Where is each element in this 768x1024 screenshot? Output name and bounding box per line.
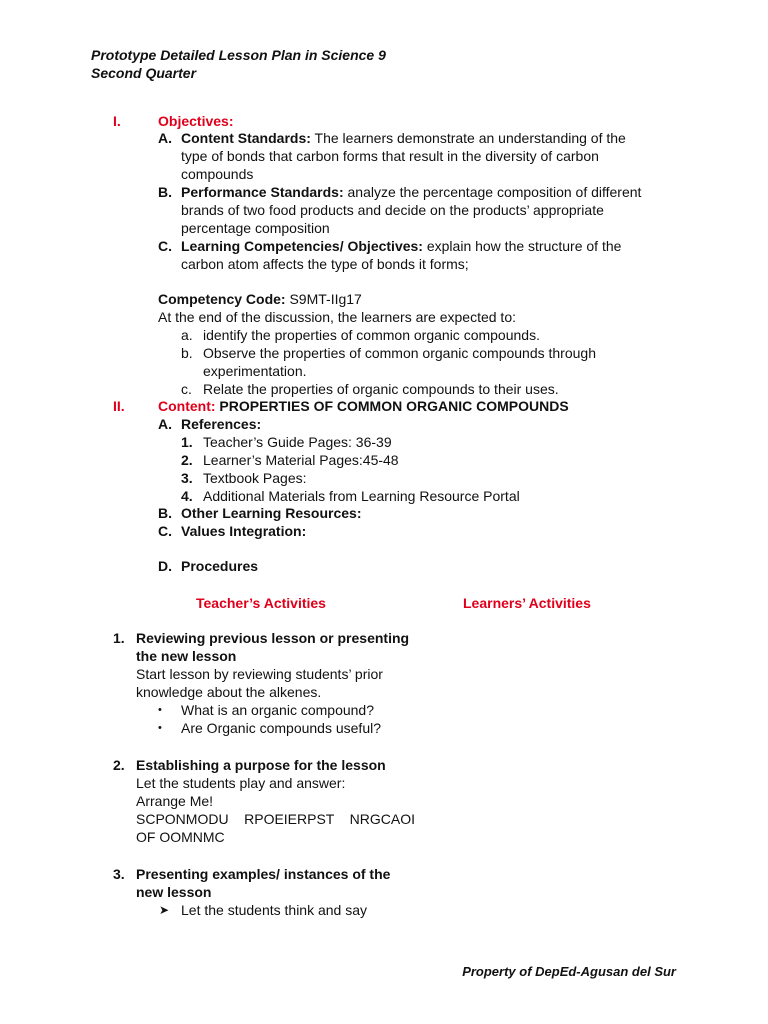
other-resources-label: Other Learning Resources: [181, 505, 362, 521]
content-standards-label: Content Standards: [181, 130, 311, 146]
reference-4-text: Additional Materials from Learning Resource Portal [203, 488, 520, 504]
document-title: Prototype Detailed Lesson Plan in Science 9 [91, 47, 386, 63]
step-2-body: Let the students play and answer: [136, 775, 346, 791]
section-1-numeral: I. [113, 113, 121, 129]
item-a-letter: A. [158, 130, 172, 146]
item-c-letter: C. [158, 238, 172, 254]
footer-property: Property of DepEd-Agusan del Sur [462, 964, 676, 979]
content-standards-text-2: type of bonds that carbon forms that result in the diversity of carbon [181, 148, 599, 164]
reference-3-number: 3. [181, 470, 193, 486]
content-standards [181, 129, 626, 147]
competency-code-label: Competency Code: [158, 291, 286, 307]
values-integration-letter: C. [158, 523, 172, 539]
objective-a-text: identify the properties of common organic compounds. [203, 327, 540, 343]
values-integration-label: Values Integration: [181, 523, 307, 539]
teacher-activities-heading: Teacher’s Activities [196, 595, 326, 611]
step-3-item-1: Let the students think and say [181, 902, 368, 918]
content-standards-text-3: compounds [181, 166, 254, 182]
document-subtitle: Second Quarter [91, 65, 197, 81]
arrow-bullet-icon: ➤ [159, 903, 170, 917]
section-2-numeral: II. [113, 398, 125, 414]
other-resources-letter: B. [158, 505, 172, 521]
objective-c-marker: c. [181, 381, 192, 397]
step-1-body: Start lesson by reviewing students’ prior [136, 666, 383, 682]
reference-1-number: 1. [181, 434, 193, 450]
objective-c-text: Relate the properties of organic compounds to their uses. [203, 381, 559, 397]
performance-standards-text: analyze the percentage composition of different [343, 184, 642, 200]
learning-competencies-text: explain how the structure of the [422, 238, 622, 254]
reference-3-text: Textbook Pages: [203, 470, 307, 486]
step-2-body-2: Arrange Me! [136, 793, 214, 809]
step-3-title: Presenting examples/ instances of the [136, 866, 391, 882]
competency-code [158, 290, 362, 308]
learning-competencies [181, 237, 621, 255]
step-1-title-2: the new lesson [136, 648, 237, 664]
reference-1-text: Teacher’s Guide Pages: 36-39 [203, 434, 392, 450]
section-2-heading [158, 397, 569, 415]
procedures-letter: D. [158, 558, 172, 574]
step-1-body-2: knowledge about the alkenes. [136, 684, 322, 700]
step-1-title: Reviewing previous lesson or presenting [136, 630, 410, 646]
performance-standards [181, 183, 641, 201]
reference-2-number: 2. [181, 452, 193, 468]
performance-standards-text-3: percentage composition [181, 220, 330, 236]
step-1-question-1: What is an organic compound? [181, 702, 374, 718]
learning-competencies-label: Learning Competencies/ Objectives: [181, 238, 423, 254]
section-1-title: Objectives: [158, 113, 234, 129]
objective-b-text: Observe the properties of common organic compounds through [203, 345, 596, 361]
step-3-title-2: new lesson [136, 884, 212, 900]
content-standards-text: The learners demonstrate an understanding of the [310, 130, 626, 146]
objectives-intro: At the end of the discussion, the learners are expected to: [158, 309, 516, 325]
learners-activities-heading: Learners’ Activities [463, 595, 591, 611]
bullet-icon: • [158, 704, 162, 716]
step-3-number: 3. [113, 866, 125, 882]
content-topic: PROPERTIES OF COMMON ORGANIC COMPOUNDS [215, 398, 569, 414]
learning-competencies-text-2: carbon atom affects the type of bonds it forms; [181, 256, 469, 272]
objective-a-marker: a. [181, 327, 193, 343]
reference-4-number: 4. [181, 488, 193, 504]
step-2-title: Establishing a purpose for the lesson [136, 757, 386, 773]
step-1-number: 1. [113, 630, 125, 646]
references-letter: A. [158, 416, 172, 432]
competency-code-value: S9MT-IIg17 [285, 291, 362, 307]
performance-standards-text-2: brands of two food products and decide on the products’ appropriate [181, 202, 604, 218]
step-2-number: 2. [113, 757, 125, 773]
step-1-question-2: Are Organic compounds useful? [181, 720, 381, 736]
bullet-icon: • [158, 722, 162, 734]
item-b-letter: B. [158, 184, 172, 200]
reference-2-text: Learner’s Material Pages:45-48 [203, 452, 399, 468]
performance-standards-label: Performance Standards: [181, 184, 344, 200]
references-label: References: [181, 416, 262, 432]
step-2-scrambled-words: SCPONMODU RPOEIERPST NRGCAOI [136, 811, 416, 827]
step-2-scrambled-words-2: OF OOMNMC [136, 829, 225, 845]
objective-b-marker: b. [181, 345, 193, 361]
procedures-label: Procedures [181, 558, 259, 574]
objective-b-text-2: experimentation. [203, 363, 307, 379]
section-2-title: Content: [158, 398, 216, 414]
